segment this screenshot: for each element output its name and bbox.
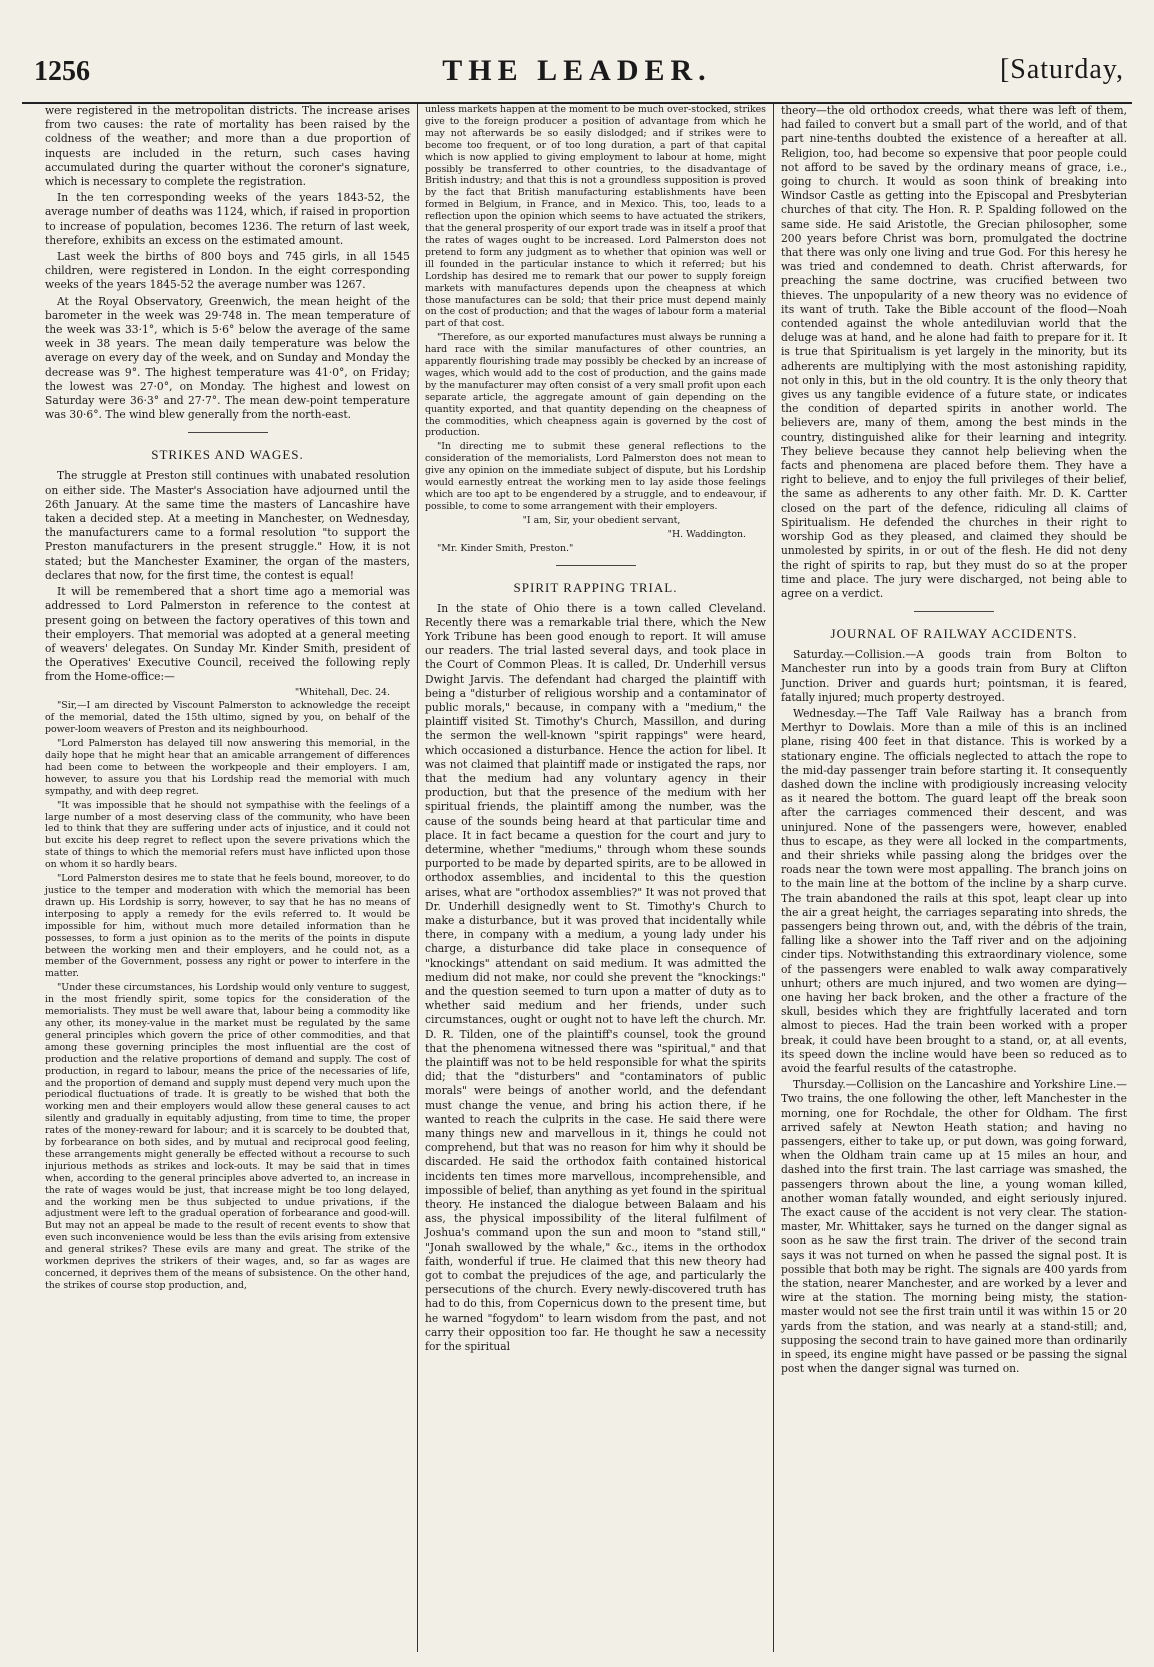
section-divider xyxy=(188,432,268,433)
letter-continuation xyxy=(425,104,766,555)
births-paragraph: Last week the births of 800 boys and 745 girls, in all 1545 children, were registered in London. In the eight corresponding weeks of the years 1845-52 the average number was 1267. xyxy=(45,250,410,292)
railway-saturday-paragraph: Saturday.—Collision.—A goods train from Bolton to Manchester run into by a goods train from Bury at Clifton Junction. Driver and guards hurt; pointsman, it is feared, fatally injured; much property destroyed. xyxy=(781,648,1127,704)
letter-dateline: "Whitehall, Dec. 24. xyxy=(294,686,390,698)
letter-paragraph: "Sir,—I am directed by Viscount Palmerston to acknowledge the receipt of the memorial, dated the 15th ultimo, signed by you, on behalf of the power-loom weavers of Preston and its neighbourhood. xyxy=(45,700,410,736)
railway-thursday-paragraph: Thursday.—Collision on the Lancashire and Yorkshire Line.—Two trains, the one following the other, left Manchester in the morning, one for Rochdale, the other for Oldham. The first arrived safely at Newton Heath station; and having no passengers, either to take up, or put down, was going forward, when the Oldham train came up at 15 miles an hour, and dashed into the first train. The last carriage was smashed, the passengers thrown about the line, a young woman killed, another woman fatally wounded, and eight seriously injured. The exact cause of the accident is not very clear. The station-master, Mr. Whittaker, says he turned on the danger signal as soon as he saw the first train. The driver of the second train says it was not turned on when he passed the signal post. It is possible that both may be right. The signals are 400 yards from the station, nearer Manchester, and are worked by a lever and wire at the station. The morning being misty, the station-master would not see the first train until it was within 15 or 20 yards from the station, and was nearly at a stand-still; and, supposing the second train to have gained more than ordinarily in speed, its engine might have passed or be passing the signal post when the danger signal was turned on. xyxy=(781,1078,1127,1376)
observatory-paragraph: At the Royal Observatory, Greenwich, the mean height of the barometer in the week was 29·748 in. The mean temperature of the week was 33·1°, which is 5·6° below the average of the same week in 38 years. The mean daily temperature was below the average on every day of the week, and on Sunday and Monday the decrease was 9°. The highest temperature was 41·0°, on Friday; the lowest was 27·0°, on Monday. The highest and lowest on Saturday were 36·3° and 27·7°. The mean dew-point temperature was 30·6°. The wind blew generally from the north-east. xyxy=(45,294,410,422)
letter-paragraph: "Under these circumstances, his Lordship would only venture to suggest, in the most friendly spirit, some topics for the consideration of the memorialists. They must be well aware that, labour being a commodity like any other, its money-value in the market must be regulated by the same general principles which govern the price of other commodities, and that among these governing principles the most influential are the cost of production and the relative proportions of demand and supply. The cost of production, in regard to labour, means the price of the necessaries of life, and the proportion of demand and supply must depend very much upon the periodical fluctuations of trade. It is greatly to be wished that both the working men and their employers would allow these general causes to act silently and gradually in equitably adjusting, from time to time, the proper rates of the money-reward for labour; and it is scarcely to be doubted that, by forbearance on both sides, and by mutual and reciprocal good feeling, these arrangements might generally be effected without a recourse to such injurious methods as strikes and lock-outs. It may be said that in times when, according to the general principles above adverted to, an increase in the rate of wages would be just, that increase might be too long delayed, and the working men be thus subjected to undue privations, if the adjustment were left to the gradual operation of forbearance and good-will. But may not an appeal be made to the result of recent events to show that even such inconvenience would be less than the evils arising from extensive and general strikes? These evils are many and great. The strike of the workmen deprives the strikers of their wages, and, so far as wages are concerned, it deprives them of the means of subsistence. On the other hand, the strikes of course stop production, and, xyxy=(45,982,410,1291)
issue-day: [Saturday, xyxy=(999,54,1124,85)
railway-accidents-heading: JOURNAL OF RAILWAY ACCIDENTS. xyxy=(830,626,1078,642)
letter-closing: "I am, Sir, your obedient servant, xyxy=(522,514,681,526)
article-columns xyxy=(38,104,1134,1652)
letter-signature: "H. Waddington. xyxy=(667,528,746,540)
letter-paragraph: "Lord Palmerston desires me to state that he feels bound, moreover, to do justice to the temper and moderation with which the memorial has been drawn up. His Lordship is sorry, however, to say that he has no means of interposing to apply a remedy for the evils referred to. It would be impossible for him, without much more detailed information than he possesses, to form a just opinion as to the merits of the points in dispute between the working men and their employers, and he could not, as a member of the Government, possess any right or power to interfere in the matter. xyxy=(45,873,410,980)
preston-paragraph: The struggle at Preston still continues with unabated resolution on either side. The Master's Association have adjourned until the 26th January. At the same time the masters of Lancashire have taken a decided step. At a meeting in Manchester, on Wednesday, the manufacturers came to a formal resolution "to support the Preston manufacturers in the present struggle." How, it is not stated; but the Manchester Examiner, the organ of the masters, declares that now, for the first time, the contest is equal! xyxy=(45,469,410,582)
letter-paragraph: unless markets happen at the moment to be much over-stocked, strikes give to the foreign producer a position of advantage from which he may not afterwards be so easily dislodged; and if strikes were to become too frequent, or of too long duration, a part of that capital which is now applied to giving employment to labour at home, might possibly be transferred to other countries, to the disadvantage of British industry; and that this is not a groundless supposition is proved by the fact that British manufacturing establishments have been formed in Belgium, in France, and in Mexico. This, too, leads to a reflection upon the opinion which seems to have actuated the strikers, that the general prosperity of our export trade was in itself a proof that the rates of wages ought to be increased. Lord Palmerston does not pretend to form any judgment as to whether that opinion was well or ill founded in the particular instance to which it referred; but his Lordship has desired me to remark that our power to supply foreign markets with manufactures depends upon the cheapness at which those manufactures can be sold; that their price must depend mainly on the cost of production; and that the wages of labour form a material part of that cost. xyxy=(425,104,766,330)
strikes-heading: STRIKES AND WAGES. xyxy=(151,447,304,463)
spirit-rapping-heading: SPIRIT RAPPING TRIAL. xyxy=(513,579,678,595)
spirit-rapping-continuation: theory—the old orthodox creeds, what there was left of them, had failed to convert but a small part of the world, and of that part nine-tenths doubted the existence of a hereafter at all. Religion, too, had become so expensive that poor people could not afford to be saved by the ordinary means of grace, i.e., going to church. It would as soon think of breaking into Windsor Castle as getting into the Episcopal and Presbyterian churches of that city. The Hon. R. P. Spalding followed on the same side. He said Aristotle, the Grecian philosopher, some 200 years before Christ was born, promulgated the doctrine that there was only one living and true God. For this heresy he was tried and condemned to death. Christ afterwards, for preaching the same doctrine, was crucified between two thieves. The unpopularity of a new theory was no evidence of its want of truth. Take the Bible account of the flood—Noah contended against the whole antediluvian world that the deluge was at hand, and he alone had faith to prepare for it. It is true that Spiritualism is yet largely in the minority, but its adherents are multiplying with the most astonishing rapidity, not only in this, but in the old country. It is the only theory that gives us any tangible evidence of a future state, or indicates the condition of departed spirits in another world. The believers are, many of them, among the best minds in the country, distinguished alike for their learning and integrity. They believe because they cannot help believing when the facts and phenomena are placed before them. They have a right to believe, and to enjoy the full privileges of their belief, the same as adherents to any other faith. Mr. D. K. Cartter closed on the part of the defence, ridiculing all claims of Spiritualism. He defended the churches in their right to worship God as they pleased, and claimed they should be unmolested by spirits, in or out of the flesh. He did not deny the right of spirits to rap, but they must do so at the proper time and place. The jury were discharged, not being able to agree on a verdict. xyxy=(781,104,1127,600)
railway-wednesday-paragraph: Wednesday.—The Taff Vale Railway has a branch from Merthyr to Dowlais. More than a mile of this is an inclined plane, rising 400 feet in that distance. This is worked by a stationary engine. The officials neglected to attach the rope to the mid-day passenger train before starting it. It consequently dashed down the incline with prodigiously increasing velocity as it neared the bottom. The guard leapt off the break soon after the carriages commenced their descent, and was uninjured. None of the passengers were, however, enabled thus to escape, as they were all locked in the compartments, and their shrieks while passing along the bridges over the roads near the town were most appalling. The branch joins on to the main line at the bottom of the incline by a sharp curve. The train abandoned the rails at this spot, leapt clear up into the air a great height, the carriages separating into shreds, the passengers being thrown out, and, with the débris of the train, falling like a shower into the Taff river and on the adjoining cinder tips. Notwithstanding this extraordinary violence, some of the passengers were enabled to walk away comparatively unhurt; others are much injured, and two women are dying—one having her back broken, and the other a fracture of the skull, besides which they are frightfully lacerated and torn almost to pieces. Had the train been worked with a proper break, it could have been brought to a stand, or, at all events, its speed down the incline would have been so reduced as to avoid the fearful results of the catastrophe. xyxy=(781,706,1127,1075)
column-2 xyxy=(418,104,774,1652)
registration-paragraph: were registered in the metropolitan districts. The increase arises from two causes: the rate of mortality has been raised by the coldness of the weather; and more than a due proportion of inquests are included in the return, such cases having accumulated during the quarter without the coroner's signature, which is necessary to complete the registration. xyxy=(45,104,410,189)
page-number: 1256 xyxy=(34,56,90,87)
masthead xyxy=(22,48,1132,104)
letter-paragraph: "It was impossible that he should not sympathise with the feelings of a large number of a most deserving class of the community, who have been led to think that they are suffering under acts of injustice, and it could not but excite his deep regret to reflect upon the severe privations which the state of things to which the memorial refers must have inflicted upon those on whom it so hardly bears. xyxy=(45,799,410,871)
section-divider xyxy=(914,611,994,612)
spirit-rapping-paragraph: In the state of Ohio there is a town called Cleveland. Recently there was a remarkable trial there, which the New York Tribune has been good enough to report. It will amuse our readers. The trial lasted several days, and took place in the Court of Common Pleas. It is called, Dr. Underhill versus Dwight Jarvis. The defendant had charged the plaintiff with being a "disturber of religious worship and a contaminator of public morals," because, in company with a "medium," the plaintiff visited St. Timothy's Church, Massillon, and during the sermon the well-known "spirit rappings" were heard, which occasioned a disturbance. Hence the action for libel. It was not claimed that plaintiff made or instigated the raps, nor that the medium had any voluntary agency in their production, but that the presence of the medium with her spiritual friends, the plaintiff among the number, was the cause of the sounds being heard at that particular time and place. It in fact became a question for the court and jury to determine, whether "mediums," through whom these sounds purported to be made by departed spirits, are to be allowed in orthodox assemblies, and incidental to this the question arises, what are "orthodox assemblies?" It was not proved that Dr. Underhill designedly went to St. Timothy's Church to make a disturbance, but it was proved that incidentally while there, in company with a medium, a young lady under his charge, a disturbance did take place in consequence of "knockings" attendant on said medium. It was admitted the medium did not make, nor could she prevent the "knockings:" and the question seemed to turn upon a matter of duty as to whether said medium and her friends, under such circumstances, ought or ought not to have left the church. Mr. D. R. Tilden, one of the plaintiff's counsel, took the ground that the phenomena witnessed there was "spiritual," and that the plaintiff was not to be held responsible for what the spirits did; that the "disturbers" and "contaminators of public morals" were beings of another world, and the defendant must change the venue, and bring his action there, if he wanted to reach the culprits in the case. He said there were many things new and marvellous in it, things he could not comprehend, but that was no reason for him why it should be discarded. He said the orthodox faith contained historical incidents ten times more marvellous, incomprehensible, and impossible of belief, than anything as yet found in the spiritual theory. He instanced the dialogue between Balaam and his ass, the physical impossibility of the literal fulfilment of Joshua's command upon the sun and moon to "stand still," "Jonah swallowed by the whale," &c., items in the orthodox faith, wonderful if true. He claimed that this new theory had got to combat the prejudices of the age, and particularly the persecutions of the church. Every newly-discovered truth has had to do this, from Copernicus down to the present time, but he warned "fogydom" to learn wisdom from the past, and not carry their opposition too far. He thought he saw a necessity for the spiritual xyxy=(425,601,766,1354)
section-divider xyxy=(556,565,636,566)
letter-paragraph: "Therefore, as our exported manufactures must always be running a hard race with the similar manufactures of other countries, an apparently flourishing trade may possibly be checked by an increase of wages, which would add to the cost of production, and the gains made by the manufacturer may often consist of a very small profit upon each separate article, the aggregate amount of gain depending on the quantity exported, and that quantity depending on the cheapness of the commodities, which cheapness again is governed by the cost of production. xyxy=(425,332,766,439)
newspaper-title: THE LEADER. xyxy=(442,54,712,87)
column-3 xyxy=(774,104,1134,1652)
letter-body xyxy=(45,700,410,1291)
letter-paragraph: "In directing me to submit these general reflections to the consideration of the memorialists, Lord Palmerston does not mean to give any opinion on the immediate subject of dispute, but his Lordship would earnestly entreat the working men to lay aside those feelings which are too apt to be engendered by a struggle, and to endeavour, if possible, to come to some arrangement with their employers. xyxy=(425,441,766,512)
letter-addressee: "Mr. Kinder Smith, Preston." xyxy=(437,542,574,554)
column-1 xyxy=(38,104,418,1652)
deaths-paragraph: In the ten corresponding weeks of the years 1843-52, the average number of deaths was 1124, which, if raised in proportion to increase of population, becomes 1236. The return of last week, therefore, exhibits an excess on the estimated amount. xyxy=(45,191,410,247)
letter-paragraph: "Lord Palmerston has delayed till now answering this memorial, in the daily hope that he might hear that an amicable arrangement of differences had been come to between the workpeople and their employers. I am, however, to assure you that his Lordship read the memorial with much sympathy, and with deep regret. xyxy=(45,738,410,797)
memorial-paragraph: It will be remembered that a short time ago a memorial was addressed to Lord Palmerston in reference to the contest at present going on between the factory operatives of this town and their employers. That memorial was adopted at a general meeting of weavers' delegates. On Sunday Mr. Kinder Smith, president of the Operatives' Executive Council, received the following reply from the Home-office:— xyxy=(45,585,410,684)
